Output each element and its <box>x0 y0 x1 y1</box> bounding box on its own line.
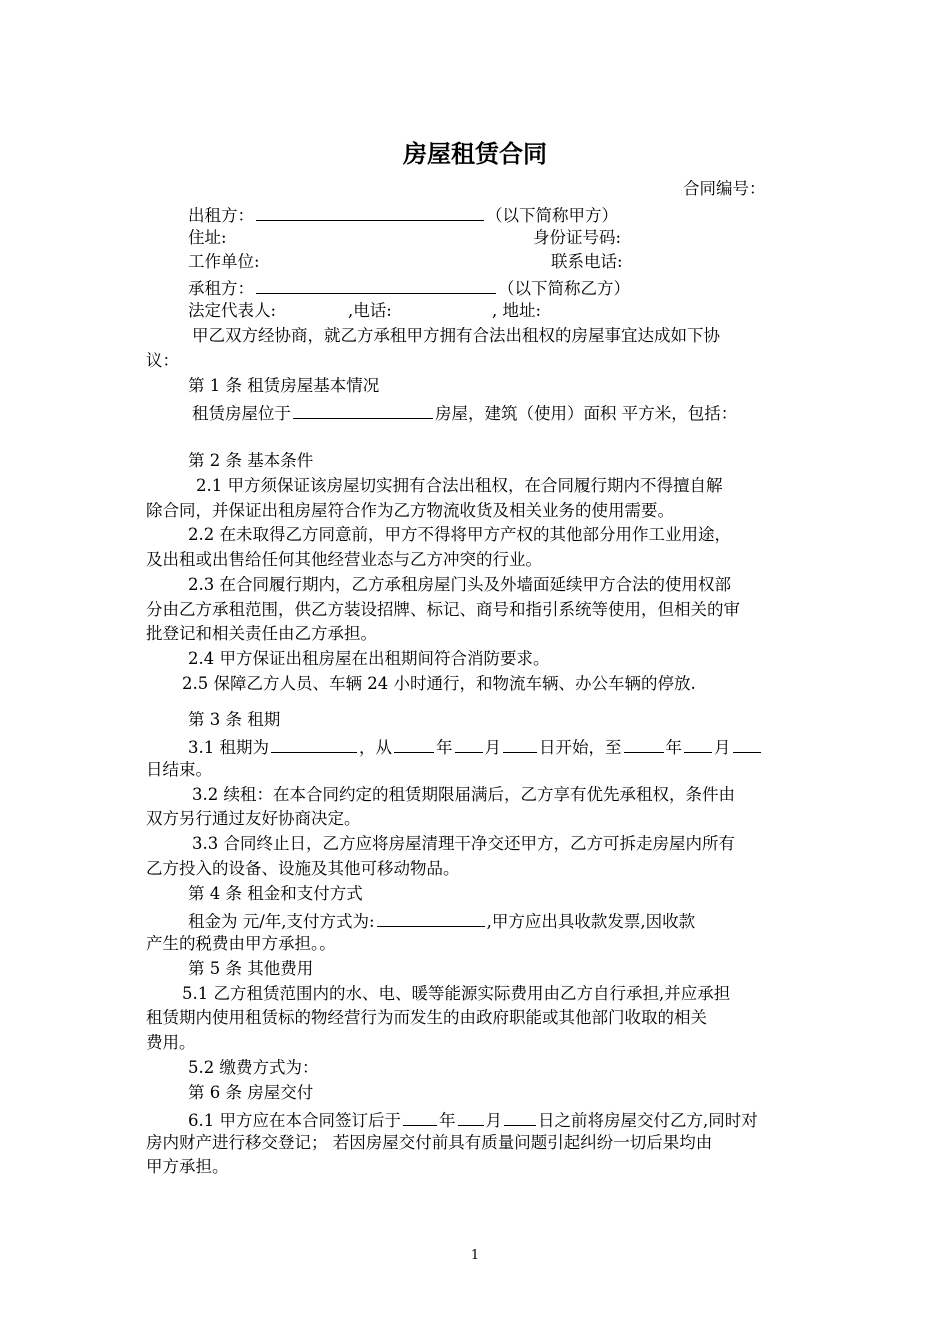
article-4-rent-row <box>188 908 695 933</box>
article-6-delivery-row <box>188 1107 758 1132</box>
article-6-heading: 第 6 条 房屋交付 <box>188 1083 314 1102</box>
article-3-heading: 第 3 条 租期 <box>188 710 281 729</box>
delivery-month-label: 月 <box>485 1111 502 1130</box>
page-number: 1 <box>470 1248 480 1263</box>
term-blank <box>271 734 357 753</box>
article-1-text-a: 租赁房屋位于 <box>192 404 291 423</box>
article-2-heading: 第 2 条 基本条件 <box>188 451 314 470</box>
article-2-line-6: 分由乙方承租范围，供乙方装设招牌、标记、商号和指引系统等使用，但相关的审 <box>146 600 740 619</box>
end-day-blank <box>733 734 761 753</box>
rent-invoice-text: ,甲方应出具收款发票,因收款 <box>486 912 696 931</box>
end-month-label: 月 <box>714 738 731 757</box>
delivery-month-blank <box>458 1107 484 1126</box>
term-label: 3.1 租期为 <box>188 738 269 757</box>
location-blank <box>293 400 433 419</box>
article-3-term-row <box>188 734 763 759</box>
end-year-label: 年 <box>665 738 682 757</box>
article-5-line-3: 费用。 <box>146 1033 196 1052</box>
article-1-text <box>192 400 737 425</box>
lessor-suffix: （以下简称甲方） <box>486 206 618 225</box>
document-title: 房屋租赁合同 <box>403 140 547 168</box>
article-3-line-1: 3.2 续租：在本合同约定的租赁期限届满后，乙方享有优先承租权，条件由 <box>192 785 735 804</box>
article-5-line-2: 租赁期内使用租赁标的物经营行为而发生的由政府职能或其他部门收取的相关 <box>146 1008 707 1027</box>
delivery-year-blank <box>403 1107 437 1126</box>
article-1-text-b: 房屋，建筑（使用）面积 平方米，包括： <box>435 404 738 423</box>
legal-rep-address-label: , 地址: <box>492 301 542 320</box>
article-3-line-3: 3.3 合同终止日，乙方应将房屋清理干净交还甲方，乙方可拆走房屋内所有 <box>192 834 735 853</box>
start-day-label: 日开始，至 <box>539 738 622 757</box>
article-5-heading: 第 5 条 其他费用 <box>188 959 314 978</box>
article-6-line-3: 甲方承担。 <box>146 1157 229 1176</box>
payment-method-blank <box>377 908 485 927</box>
legal-rep-phone-label: ,电话: <box>348 301 392 320</box>
delivery-label: 6.1 甲方应在本合同签订后于 <box>188 1111 401 1130</box>
lessee-label: 承租方： <box>188 279 254 298</box>
term-from: ，从 <box>359 738 392 757</box>
article-4-heading: 第 4 条 租金和支付方式 <box>188 884 363 903</box>
end-month-blank <box>684 734 712 753</box>
phone-label: 联系电话: <box>551 252 623 271</box>
article-2-line-8: 2.4 甲方保证出租房屋在出租期间符合消防要求。 <box>188 649 550 668</box>
rent-label: 租金为 元/年,支付方式为: <box>188 912 375 931</box>
article-3-term-end: 日结束。 <box>146 760 212 779</box>
delivery-year-label: 年 <box>439 1111 456 1130</box>
lessee-line <box>188 275 630 300</box>
article-1-heading: 第 1 条 租赁房屋基本情况 <box>188 376 380 395</box>
article-2-line-7: 批登记和相关责任由乙方承担。 <box>146 624 377 643</box>
legal-rep-label: 法定代表人: <box>188 301 277 320</box>
lessor-line <box>188 202 618 227</box>
article-2-line-5: 2.3 在合同履行期内，乙方承租房屋门头及外墙面延续甲方合法的使用权部 <box>188 575 731 594</box>
article-2-line-9: 2.5 保障乙方人员、车辆 24 小时通行，和物流车辆、办公车辆的停放. <box>182 674 696 693</box>
intro-line-2: 议： <box>146 351 179 370</box>
article-3-line-2: 双方另行通过友好协商决定。 <box>146 809 361 828</box>
article-2-line-1: 2.1 甲方须保证该房屋切实拥有合法出租权，在合同履行期内不得擅自解 <box>196 476 723 495</box>
article-2-line-2: 除合同，并保证出租房屋符合作为乙方物流收货及相关业务的使用需要。 <box>146 501 674 520</box>
article-3-line-4: 乙方投入的设备、设施及其他可移动物品。 <box>146 859 460 878</box>
id-number-label: 身份证号码: <box>533 228 622 247</box>
intro-line-1: 甲乙双方经协商，就乙方承租甲方拥有合法出租权的房屋事宜达成如下协 <box>192 326 720 345</box>
start-year-label: 年 <box>436 738 453 757</box>
start-day-blank <box>503 734 537 753</box>
article-4-line-2: 产生的税费由甲方承担。。 <box>146 934 336 953</box>
start-month-blank <box>455 734 483 753</box>
lessee-blank <box>256 275 496 294</box>
article-6-line-2: 房内财产进行移交登记； 若因房屋交付前具有质量问题引起纠纷一切后果均由 <box>146 1133 713 1152</box>
work-unit-label: 工作单位: <box>188 252 260 271</box>
contract-number-label: 合同编号： <box>683 179 766 198</box>
end-year-blank <box>624 734 664 753</box>
start-month-label: 月 <box>484 738 501 757</box>
lessor-label: 出租方： <box>188 206 254 225</box>
lessor-blank <box>256 202 484 221</box>
start-year-blank <box>394 734 434 753</box>
delivery-day-blank <box>504 1107 536 1126</box>
article-2-line-3: 2.2 在未取得乙方同意前，甲方不得将甲方产权的其他部分用作工业用途， <box>188 525 731 544</box>
article-5-line-1: 5.1 乙方租赁范围内的水、电、暖等能源实际费用由乙方自行承担,并应承担 <box>182 984 731 1003</box>
article-5-line-4: 5.2 缴费方式为： <box>188 1058 319 1077</box>
lessee-suffix: （以下简称乙方） <box>498 279 630 298</box>
delivery-day-text: 日之前将房屋交付乙方,同时对 <box>538 1111 758 1130</box>
article-2-line-4: 及出租或出售给任何其他经营业态与乙方冲突的行业。 <box>146 550 542 569</box>
address-label: 住址: <box>188 228 227 247</box>
